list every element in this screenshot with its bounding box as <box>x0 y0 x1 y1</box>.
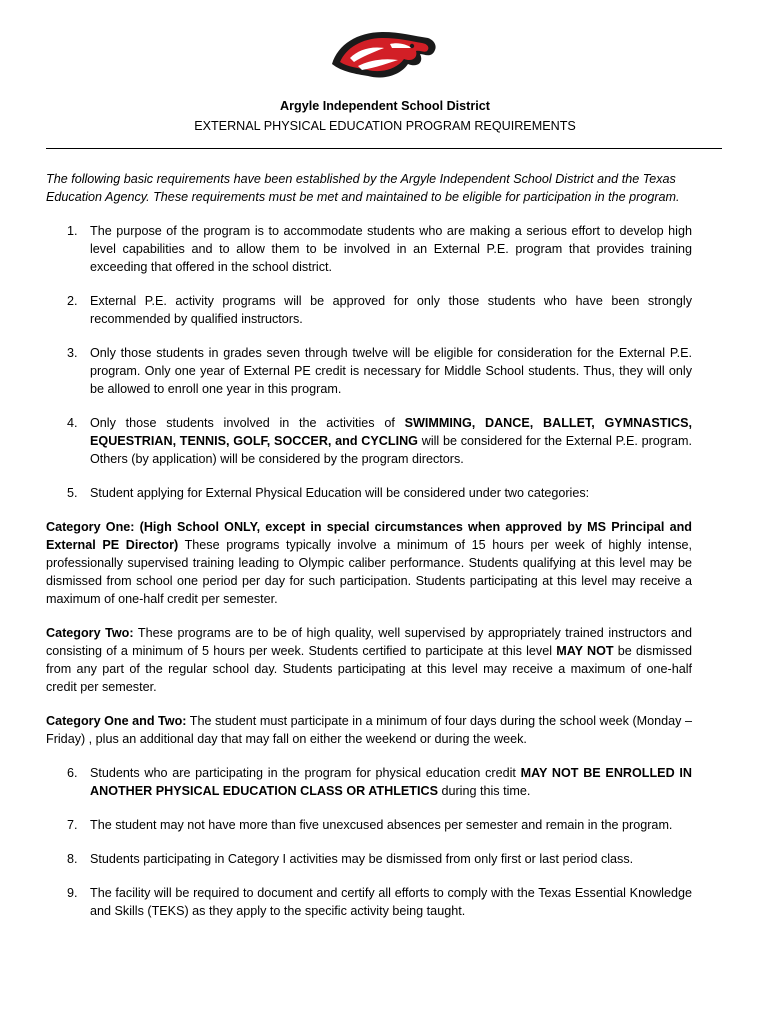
list-item <box>46 850 692 868</box>
list-item <box>46 414 692 468</box>
category-text-after: be dismissed from any part of the regular school day. Students participating at this level may receive a maximum of one-half credit per semester. <box>46 644 692 694</box>
list-item <box>46 884 692 920</box>
item-number: 7. <box>67 818 78 832</box>
district-name: Argyle Independent School District <box>280 99 490 113</box>
eagle-logo-graphic <box>328 24 440 84</box>
category-one-paragraph <box>46 518 692 608</box>
item-text: Students who are participating in the program for physical education credit <box>90 766 521 780</box>
item-number: 8. <box>67 852 78 866</box>
item-text: External P.E. activity programs will be approved for only those students who have been strongly recommended by qualified instructors. <box>90 294 692 326</box>
item-number: 4. <box>67 416 78 430</box>
item-text-after: during this time. <box>437 784 531 798</box>
category-heading: Category One and Two: <box>46 714 187 728</box>
item-text: The student may not have more than five unexcused absences per semester and remain in the program. <box>90 818 673 832</box>
item-number: 3. <box>67 346 78 360</box>
list-item <box>46 344 692 398</box>
category-heading: Category Two: <box>46 626 134 640</box>
requirements-list-a <box>46 222 692 502</box>
item-text-after: will be considered for the External P.E. program. Others (by application) will be considered by the program directors. <box>90 434 692 466</box>
item-number: 2. <box>67 294 78 308</box>
item-text: Student applying for External Physical Education will be considered under two categories: <box>90 486 590 500</box>
item-text: Only those students in grades seven through twelve will be eligible for consideration for the External P.E. program. Only one year of External PE credit is necessary for Middle School students. Thus, they will only be allowed to enroll one year in this program. <box>90 346 692 396</box>
requirements-list-b <box>46 764 692 920</box>
title-underline <box>46 148 722 149</box>
document-title: EXTERNAL PHYSICAL EDUCATION PROGRAM REQUIREMENTS <box>194 119 576 133</box>
list-item <box>46 764 692 800</box>
document-body <box>46 170 692 936</box>
category-text: These programs are to be of high quality, well supervised by appropriately trained instructors and consisting of a minimum of 5 hours per week. Students certified to participate at this level <box>46 626 692 658</box>
item-text: The facility will be required to document and certify all efforts to comply with the Texas Essential Knowledge and Skills (TEKS) as they apply to the specific activity being taught. <box>90 886 692 918</box>
list-item <box>46 484 692 502</box>
item-bold-text: MAY NOT BE ENROLLED IN ANOTHER PHYSICAL EDUCATION CLASS OR ATHLETICS <box>90 766 692 798</box>
list-item <box>46 816 692 834</box>
eagle-head-logo <box>328 24 440 84</box>
category-emphasis: MAY NOT <box>556 644 614 658</box>
category-two-paragraph <box>46 624 692 696</box>
item-text: Only those students involved in the activities of <box>90 416 405 430</box>
item-text: Students participating in Category I activities may be dismissed from only first or last period class. <box>90 852 634 866</box>
category-text: The student must participate in a minimum of four days during the school week (Monday – Friday) , plus an additional day that may fall on either the weekend or during the week. <box>46 714 692 746</box>
item-number: 1. <box>67 224 78 238</box>
category-one-and-two-paragraph <box>46 712 692 748</box>
item-number: 9. <box>67 886 78 900</box>
item-number: 5. <box>67 486 78 500</box>
item-bold-text: SWIMMING, DANCE, BALLET, GYMNASTICS, EQUESTRIAN, TENNIS, GOLF, SOCCER, and CYCLING <box>90 416 692 448</box>
list-item <box>46 292 692 328</box>
intro-paragraph: The following basic requirements have been established by the Argyle Independent School District and the Texas Education Agency. These requirements must be met and maintained to be eligible for participation in the program. <box>46 172 680 204</box>
list-item <box>46 222 692 276</box>
category-heading: Category One: (High School ONLY, except in special circumstances when approved by MS Principal and External PE Director) <box>46 520 692 552</box>
item-text: The purpose of the program is to accommodate students who are making a serious effort to develop high level capabilities and to allow them to be involved in an External P.E. program that provides training exceeding that offered in the school district. <box>90 224 692 274</box>
item-number: 6. <box>67 766 78 780</box>
category-text: These programs typically involve a minimum of 15 hours per week of highly intense, professionally supervised training leading to Olympic caliber performance. Students qualifying at this level may be dismissed from school one period per day for such participation. Students participating at this level may receive a maximum of one-half credit per semester. <box>46 538 692 606</box>
